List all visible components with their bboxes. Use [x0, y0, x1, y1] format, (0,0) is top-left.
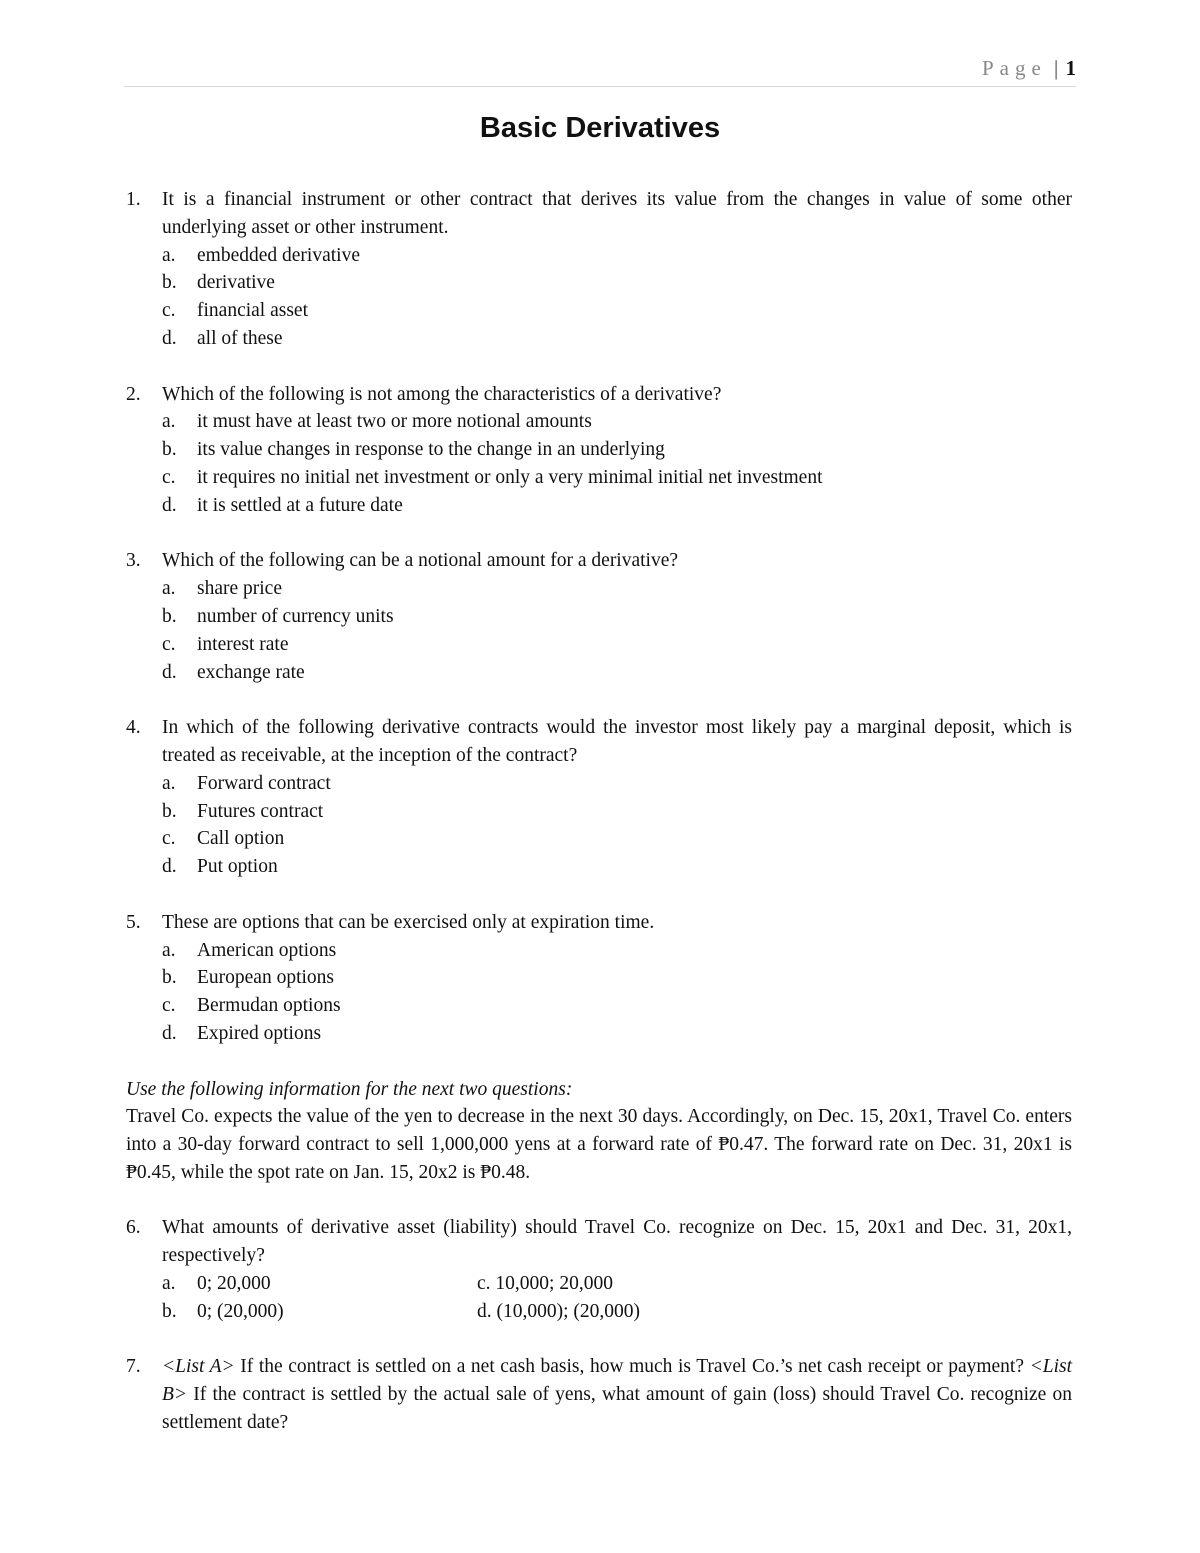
option-letter: b.: [162, 605, 177, 627]
option: [162, 1270, 477, 1298]
question-number: 3.: [126, 550, 141, 572]
info-block: [126, 1076, 1072, 1187]
option: [162, 992, 1072, 1020]
option-letter: d.: [162, 1022, 177, 1044]
question-number: 1.: [126, 189, 141, 210]
option: [162, 242, 1072, 270]
option-list: [162, 937, 1072, 1048]
option-letter: d.: [162, 327, 177, 349]
question-4: [126, 714, 1072, 881]
option-text: Call option: [197, 828, 285, 850]
question-number: 4.: [126, 717, 141, 739]
option: [162, 408, 1072, 436]
option-text: derivative: [197, 272, 275, 294]
option-list: [162, 770, 1072, 881]
question-text: These are options that can be exercised only at expiration time.: [162, 911, 655, 933]
option-text: it requires no initial net investment or only a very minimal initial net investment: [197, 466, 823, 488]
option-text: number of currency units: [197, 605, 394, 627]
option-letter: a.: [162, 939, 176, 961]
option: [162, 659, 1072, 687]
option-text: financial asset: [197, 300, 308, 322]
option: [162, 798, 1072, 826]
question-text-b: If the contract is settled by the actual sale of yens, what amount of gain (loss) should Travel Co. recognize on settlement date?: [162, 1384, 1072, 1434]
option-letter: b.: [162, 272, 177, 294]
option: [477, 1298, 1072, 1326]
question-2: [126, 381, 1072, 520]
option-text: it must have at least two or more notional amounts: [197, 411, 592, 433]
option-text: Put option: [197, 856, 278, 878]
option: [162, 325, 1072, 353]
option-text: (10,000); (20,000): [496, 1300, 641, 1322]
info-heading: Use the following information for the next two questions:: [126, 1078, 573, 1100]
option-letter: c.: [162, 995, 176, 1017]
option-text: Forward contract: [197, 772, 331, 794]
question-text: [162, 1353, 1072, 1436]
option-list: [162, 575, 1072, 686]
option: [477, 1270, 1072, 1298]
option: [162, 575, 1072, 603]
option-letter: d.: [162, 661, 177, 683]
question-text: In which of the following derivative contracts would the investor most likely pay a marginal deposit, which is treated as receivable, at the inception of the contract?: [162, 717, 1072, 766]
option-text: its value changes in response to the change in an underlying: [197, 439, 665, 461]
page-number: 1: [1065, 56, 1076, 80]
question-6: [126, 1214, 1072, 1325]
option-text: Expired options: [197, 1022, 322, 1044]
option-letter: c.: [162, 828, 176, 850]
option: [162, 853, 1072, 881]
option-letter: a.: [162, 1273, 176, 1295]
option-letter: d.: [477, 1300, 492, 1322]
option-text: 0; (20,000): [197, 1300, 284, 1322]
option-letter: b.: [162, 439, 177, 461]
question-5: [126, 909, 1072, 1048]
option: [162, 492, 1072, 520]
option-text: share price: [197, 578, 282, 600]
question-number: 6.: [126, 1217, 141, 1239]
option: [162, 1020, 1072, 1048]
question-number: 7.: [126, 1356, 141, 1378]
question-6-options: [162, 1270, 1072, 1326]
option-text: Futures contract: [197, 800, 324, 822]
option: [162, 436, 1072, 464]
option-letter: c.: [162, 300, 176, 322]
option-letter: a.: [162, 578, 176, 600]
option: [162, 964, 1072, 992]
option-letter: b.: [162, 800, 177, 822]
option-letter: a.: [162, 411, 176, 433]
option-letter: c.: [162, 466, 176, 488]
option-text: Bermudan options: [197, 995, 341, 1017]
question-text: It is a financial instrument or other contract that derives its value from the changes in value of some other underlying asset or other instrument.: [162, 189, 1072, 238]
option: [162, 297, 1072, 325]
option: [162, 464, 1072, 492]
option-text: exchange rate: [197, 661, 305, 683]
option-letter: a.: [162, 772, 176, 794]
question-text-a: If the contract is settled on a net cash basis, how much is Travel Co.’s net cash receipt or payment?: [234, 1356, 1030, 1378]
option-letter: b.: [162, 967, 177, 989]
option-letter: d.: [162, 494, 177, 516]
option-letter: d.: [162, 856, 177, 878]
option: [162, 1298, 477, 1326]
question-number: 5.: [126, 911, 141, 933]
page-separator: |: [1054, 56, 1059, 80]
question-text: Which of the following can be a notional amount for a derivative?: [162, 550, 679, 572]
option: [162, 631, 1072, 659]
questions-container: [126, 186, 1072, 1048]
option: [162, 269, 1072, 297]
page-label: Page: [981, 56, 1047, 80]
option-letter: c.: [162, 633, 176, 655]
option-text: 10,000; 20,000: [495, 1273, 613, 1295]
page-header: [124, 56, 1076, 87]
option-text: European options: [197, 967, 335, 989]
question-1: [126, 186, 1072, 353]
option-text: it is settled at a future date: [197, 494, 403, 516]
option-text: interest rate: [197, 633, 289, 655]
option-letter: c.: [477, 1273, 491, 1295]
question-7: [126, 1353, 1072, 1436]
option-letter: b.: [162, 1300, 177, 1322]
option-text: American options: [197, 939, 337, 961]
option-text: embedded derivative: [197, 244, 360, 266]
question-text: Which of the following is not among the characteristics of a derivative?: [162, 383, 722, 405]
option: [162, 770, 1072, 798]
question-list: [126, 186, 1072, 1465]
question-number: 2.: [126, 383, 141, 405]
option-text: 0; 20,000: [197, 1273, 271, 1295]
option: [162, 825, 1072, 853]
question-text: What amounts of derivative asset (liability) should Travel Co. recognize on Dec. 15, 20x1 and Dec. 31, 20x1, respectively?: [162, 1217, 1072, 1267]
info-text: Travel Co. expects the value of the yen to decrease in the next 30 days. Accordingly, on Dec. 15, 20x1, Travel Co. enters into a 30-day forward contract to sell 1,000,000 yens at a forward rate of ₱0.47. The forward rate on Dec. 31, 20x1 is ₱0.45, while the spot rate on Jan. 15, 20x2 is ₱0.48.: [126, 1106, 1072, 1183]
document-title: Basic Derivatives: [479, 112, 721, 144]
option-list: [162, 242, 1072, 353]
option-letter: a.: [162, 244, 176, 266]
option: [162, 603, 1072, 631]
option-list: [162, 408, 1072, 519]
list-b-tag: <List B>: [162, 1356, 1072, 1406]
option: [162, 937, 1072, 965]
question-3: [126, 547, 1072, 686]
list-a-tag: <List A>: [162, 1356, 235, 1378]
option-text: all of these: [197, 327, 283, 349]
